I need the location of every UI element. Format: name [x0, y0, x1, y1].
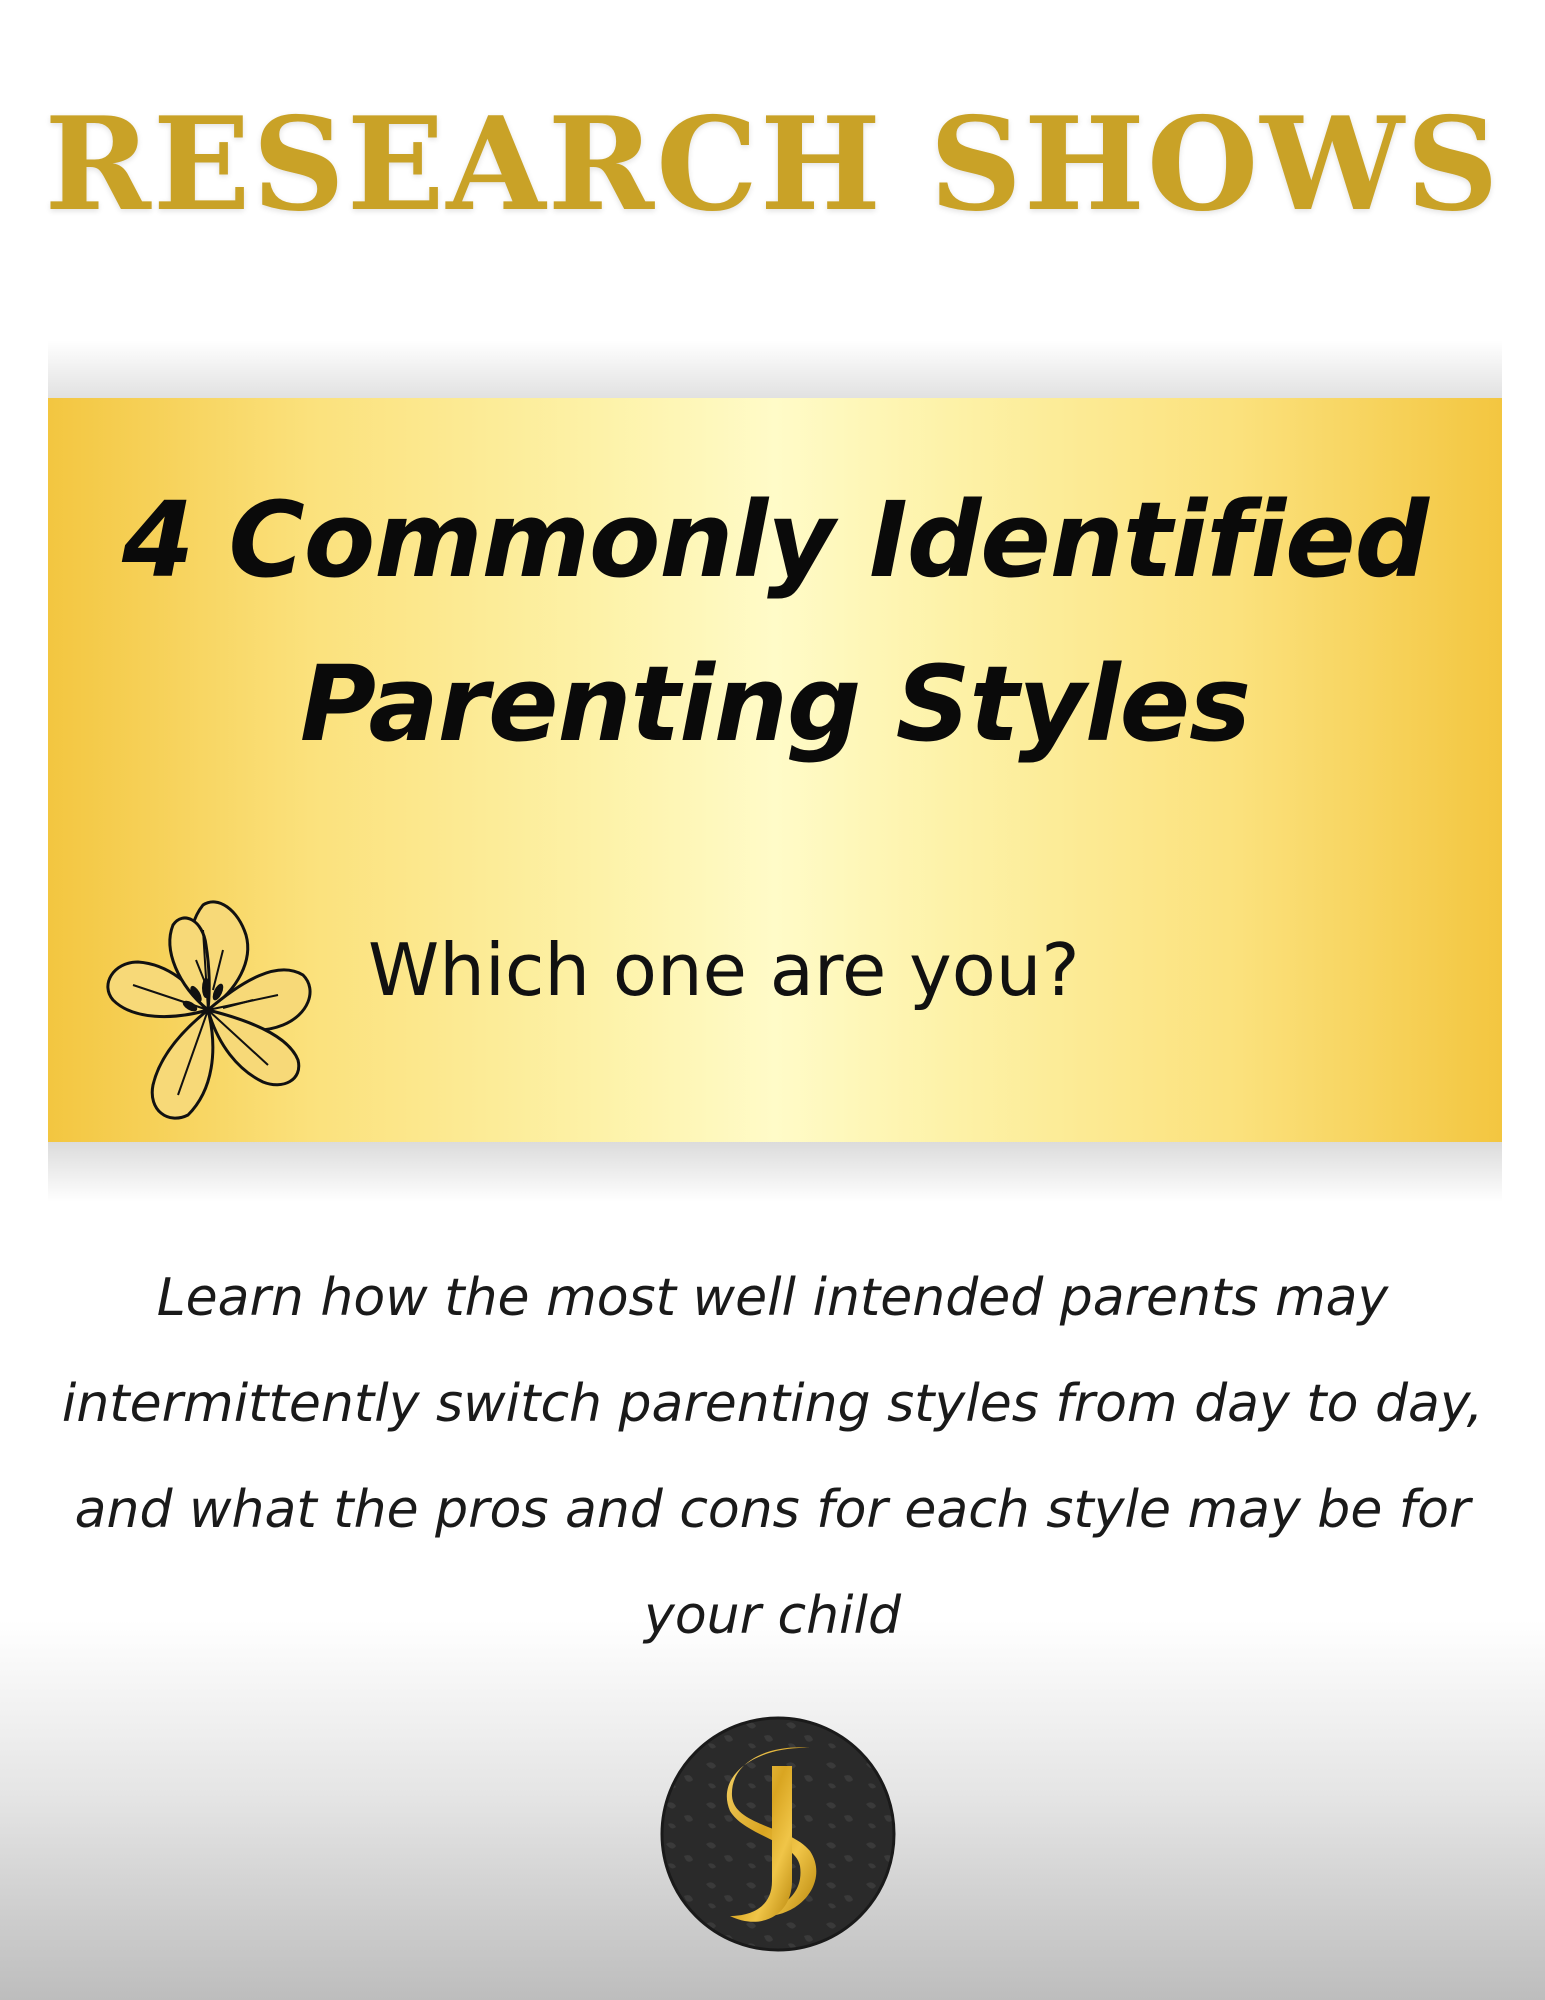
banner-shadow-top: [48, 340, 1502, 400]
description-text: Learn how the most well intended parents may intermittently switch parenting styles from day to day, and what the pros and cons for each style may be for your child: [61, 1268, 1484, 1646]
page-heading: RESEARCH SHOWS: [44, 90, 1501, 240]
title-banner: [48, 398, 1502, 1142]
banner-title: 4 Commonly Identified Parenting Styles: [121, 479, 1429, 766]
sj-monogram-logo: [660, 1716, 896, 1952]
flower-icon: [78, 890, 340, 1132]
banner-shadow-bottom: [48, 1142, 1502, 1202]
banner-subtitle: Which one are you?: [368, 928, 1080, 1012]
